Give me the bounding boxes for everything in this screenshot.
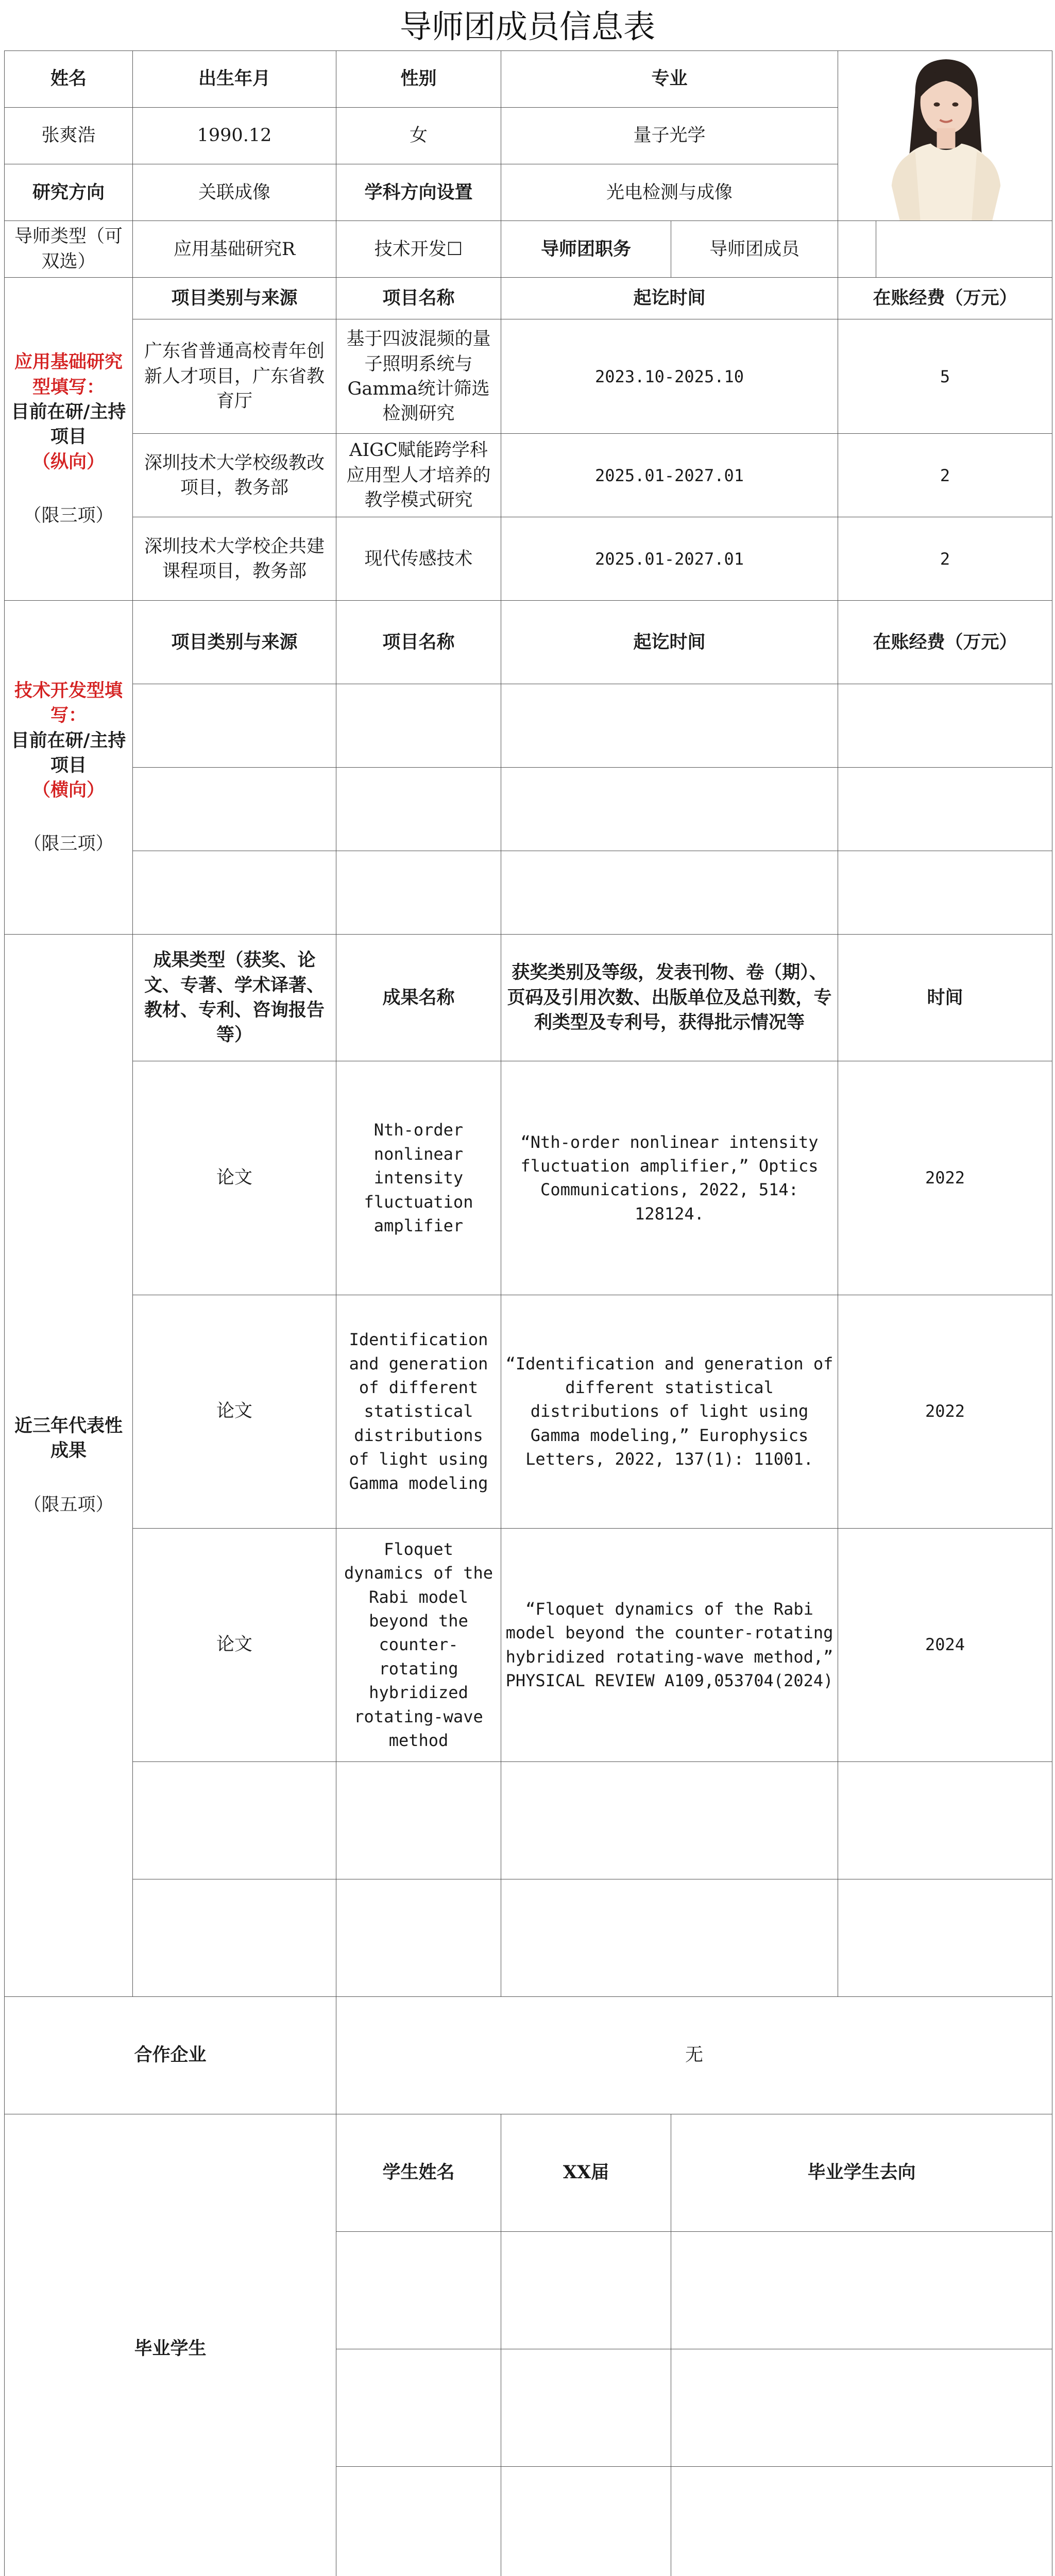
horizontal-side-black: 目前在研/主持项目 [11, 730, 126, 776]
achievement-detail: “Nth-order nonlinear intensity fluctuation amplifier,” Optics Communications, 2022, 514: 128124. [501, 1061, 838, 1295]
empty-cell [671, 2349, 1052, 2466]
achievement-type: 论文 [133, 1061, 336, 1295]
discipline-label: 学科方向设置 [336, 164, 501, 221]
column-header: 起讫时间 [501, 601, 838, 684]
achievement-year: 2022 [838, 1061, 1052, 1295]
photo-cell [838, 51, 1052, 221]
table-row [5, 1061, 1052, 1295]
vertical-side-label [5, 278, 133, 601]
profile-row-1 [5, 51, 1052, 108]
horizontal-side-label [5, 601, 133, 935]
column-header: 项目名称 [336, 278, 501, 319]
column-header: 成果名称 [336, 935, 501, 1061]
empty-cell [336, 851, 501, 935]
column-header: 在账经费（万元） [838, 601, 1052, 684]
vertical-side-tag: （纵向） [32, 451, 105, 472]
achievement-side-limit: （限五项） [23, 1494, 114, 1515]
empty-cell [838, 851, 1052, 935]
birth-label: 出生年月 [133, 51, 336, 108]
empty-cell [501, 2466, 671, 2576]
discipline-value: 光电检测与成像 [501, 164, 838, 221]
project-funds: 2 [838, 517, 1052, 601]
achievement-year: 2024 [838, 1528, 1052, 1761]
project-funds: 2 [838, 434, 1052, 517]
team-role-label: 导师团职务 [501, 221, 671, 278]
empty-cell [133, 684, 336, 768]
graduates-label: 毕业学生 [5, 2114, 336, 2576]
empty-cell [336, 2349, 501, 2466]
empty-cell [336, 2466, 501, 2576]
empty-cell [336, 1879, 501, 1996]
table-row [5, 517, 1052, 601]
empty-cell [336, 768, 501, 851]
achievement-side-title: 近三年代表性成果 [14, 1415, 123, 1462]
column-header: 在账经费（万元） [838, 278, 1052, 319]
table-row [5, 319, 1052, 434]
table-row [5, 1879, 1052, 1996]
empty-cell [501, 851, 838, 935]
column-header: 项目类别与来源 [133, 278, 336, 319]
column-header: 成果类型（获奖、论文、专著、学术译著、教材、专利、咨询报告等） [133, 935, 336, 1061]
gender-label: 性别 [336, 51, 501, 108]
horizontal-header-row [5, 601, 1052, 684]
achievement-type: 论文 [133, 1295, 336, 1528]
project-name: AIGC赋能跨学科应用型人才培养的教学模式研究 [336, 434, 501, 517]
project-name: 现代传感技术 [336, 517, 501, 601]
project-period: 2025.01-2027.01 [501, 517, 838, 601]
column-header: 项目名称 [336, 601, 501, 684]
research-value: 关联成像 [133, 164, 336, 221]
cooperation-label: 合作企业 [5, 1996, 336, 2114]
column-header: 时间 [838, 935, 1052, 1061]
column-header: 起讫时间 [501, 278, 838, 319]
empty-cell [501, 2231, 671, 2349]
empty-cell [133, 768, 336, 851]
table-row [5, 1761, 1052, 1879]
horizontal-side-red: 技术开发型填写： [14, 680, 123, 726]
vertical-side-red: 应用基础研究型填写： [14, 351, 123, 398]
empty-cell [336, 1761, 501, 1879]
table-row [5, 684, 1052, 768]
mentor-type-option-1: 应用基础研究R [133, 221, 336, 278]
achievement-side-label [5, 935, 133, 1996]
empty-cell [501, 1761, 838, 1879]
table-row [5, 851, 1052, 935]
achievement-name: Floquet dynamics of the Rabi model beyond the counter-rotating hybridized rotating-wave method [336, 1528, 501, 1761]
portrait-photo-icon [838, 51, 1052, 221]
empty-cell [133, 1761, 336, 1879]
birth-value: 1990.12 [133, 108, 336, 164]
empty-cell [838, 1879, 1052, 1996]
empty-cell [671, 2466, 1052, 2576]
team-role-value: 导师团成员 [671, 221, 838, 278]
empty-cell [838, 684, 1052, 768]
column-header: XX届 [501, 2114, 671, 2231]
column-header: 毕业学生去向 [671, 2114, 1052, 2231]
empty-cell [336, 2231, 501, 2349]
major-value: 量子光学 [501, 108, 838, 164]
name-label: 姓名 [5, 51, 133, 108]
page-title: 导师团成员信息表 [399, 7, 655, 45]
achievement-header-row [5, 935, 1052, 1061]
empty-cell [133, 1879, 336, 1996]
horizontal-side-tag: （横向） [32, 779, 105, 801]
empty-cell [133, 851, 336, 935]
project-source: 深圳技术大学校级教改项目，教务部 [133, 434, 336, 517]
achievement-name: Identification and generation of different statistical distributions of light using Gamma modeling [336, 1295, 501, 1528]
achievement-type: 论文 [133, 1528, 336, 1761]
mentor-type-label: 导师类型（可双选） [5, 221, 133, 278]
research-label: 研究方向 [5, 164, 133, 221]
project-period: 2023.10-2025.10 [501, 319, 838, 434]
column-header: 学生姓名 [336, 2114, 501, 2231]
project-period: 2025.01-2027.01 [501, 434, 838, 517]
table-row [5, 768, 1052, 851]
project-funds: 5 [838, 319, 1052, 434]
vertical-side-black: 目前在研/主持项目 [11, 401, 126, 448]
empty-cell [336, 684, 501, 768]
column-header: 获奖类别及等级，发表刊物、卷（期）、页码及引用次数、出版单位及总刊数，专利类型及专利号，获得批示情况等 [501, 935, 838, 1061]
cooperation-row [5, 1996, 1052, 2114]
project-source: 深圳技术大学校企共建课程项目，教务部 [133, 517, 336, 601]
empty-cell [501, 684, 838, 768]
project-name: 基于四波混频的量子照明系统与Gamma统计筛选检测研究 [336, 319, 501, 434]
blank-cell [876, 221, 1052, 278]
empty-cell [838, 768, 1052, 851]
empty-cell [671, 2231, 1052, 2349]
table-row [5, 1528, 1052, 1761]
graduate-header-row [5, 2114, 1052, 2231]
table-row [5, 434, 1052, 517]
project-source: 广东省普通高校青年创新人才项目，广东省教育厅 [133, 319, 336, 434]
name-value: 张爽浩 [5, 108, 133, 164]
empty-cell [501, 1879, 838, 1996]
achievement-detail: “Floquet dynamics of the Rabi model beyond the counter-rotating hybridized rotating-wave method,” PHYSICAL REVIEW A109,053704(2024) [501, 1528, 838, 1761]
major-label: 专业 [501, 51, 838, 108]
horizontal-side-limit: （限三项） [23, 834, 114, 855]
cooperation-value: 无 [336, 1996, 1052, 2114]
blank-cell [838, 221, 876, 278]
profile-row-4 [5, 221, 1052, 278]
gender-value: 女 [336, 108, 501, 164]
empty-cell [501, 2349, 671, 2466]
vertical-side-limit: （限三项） [23, 505, 114, 526]
mentor-info-table [4, 50, 1052, 2576]
achievement-detail: “Identification and generation of different statistical distributions of light using Gamma modeling,” Europhysics Letters, 2022, 137(1): 11001. [501, 1295, 838, 1528]
achievement-name: Nth-order nonlinear intensity fluctuation amplifier [336, 1061, 501, 1295]
column-header: 项目类别与来源 [133, 601, 336, 684]
empty-cell [501, 768, 838, 851]
empty-cell [838, 1761, 1052, 1879]
mentor-type-option-2: 技术开发☐ [336, 221, 501, 278]
achievement-year: 2022 [838, 1295, 1052, 1528]
table-row [5, 1295, 1052, 1528]
vertical-header-row [5, 278, 1052, 319]
